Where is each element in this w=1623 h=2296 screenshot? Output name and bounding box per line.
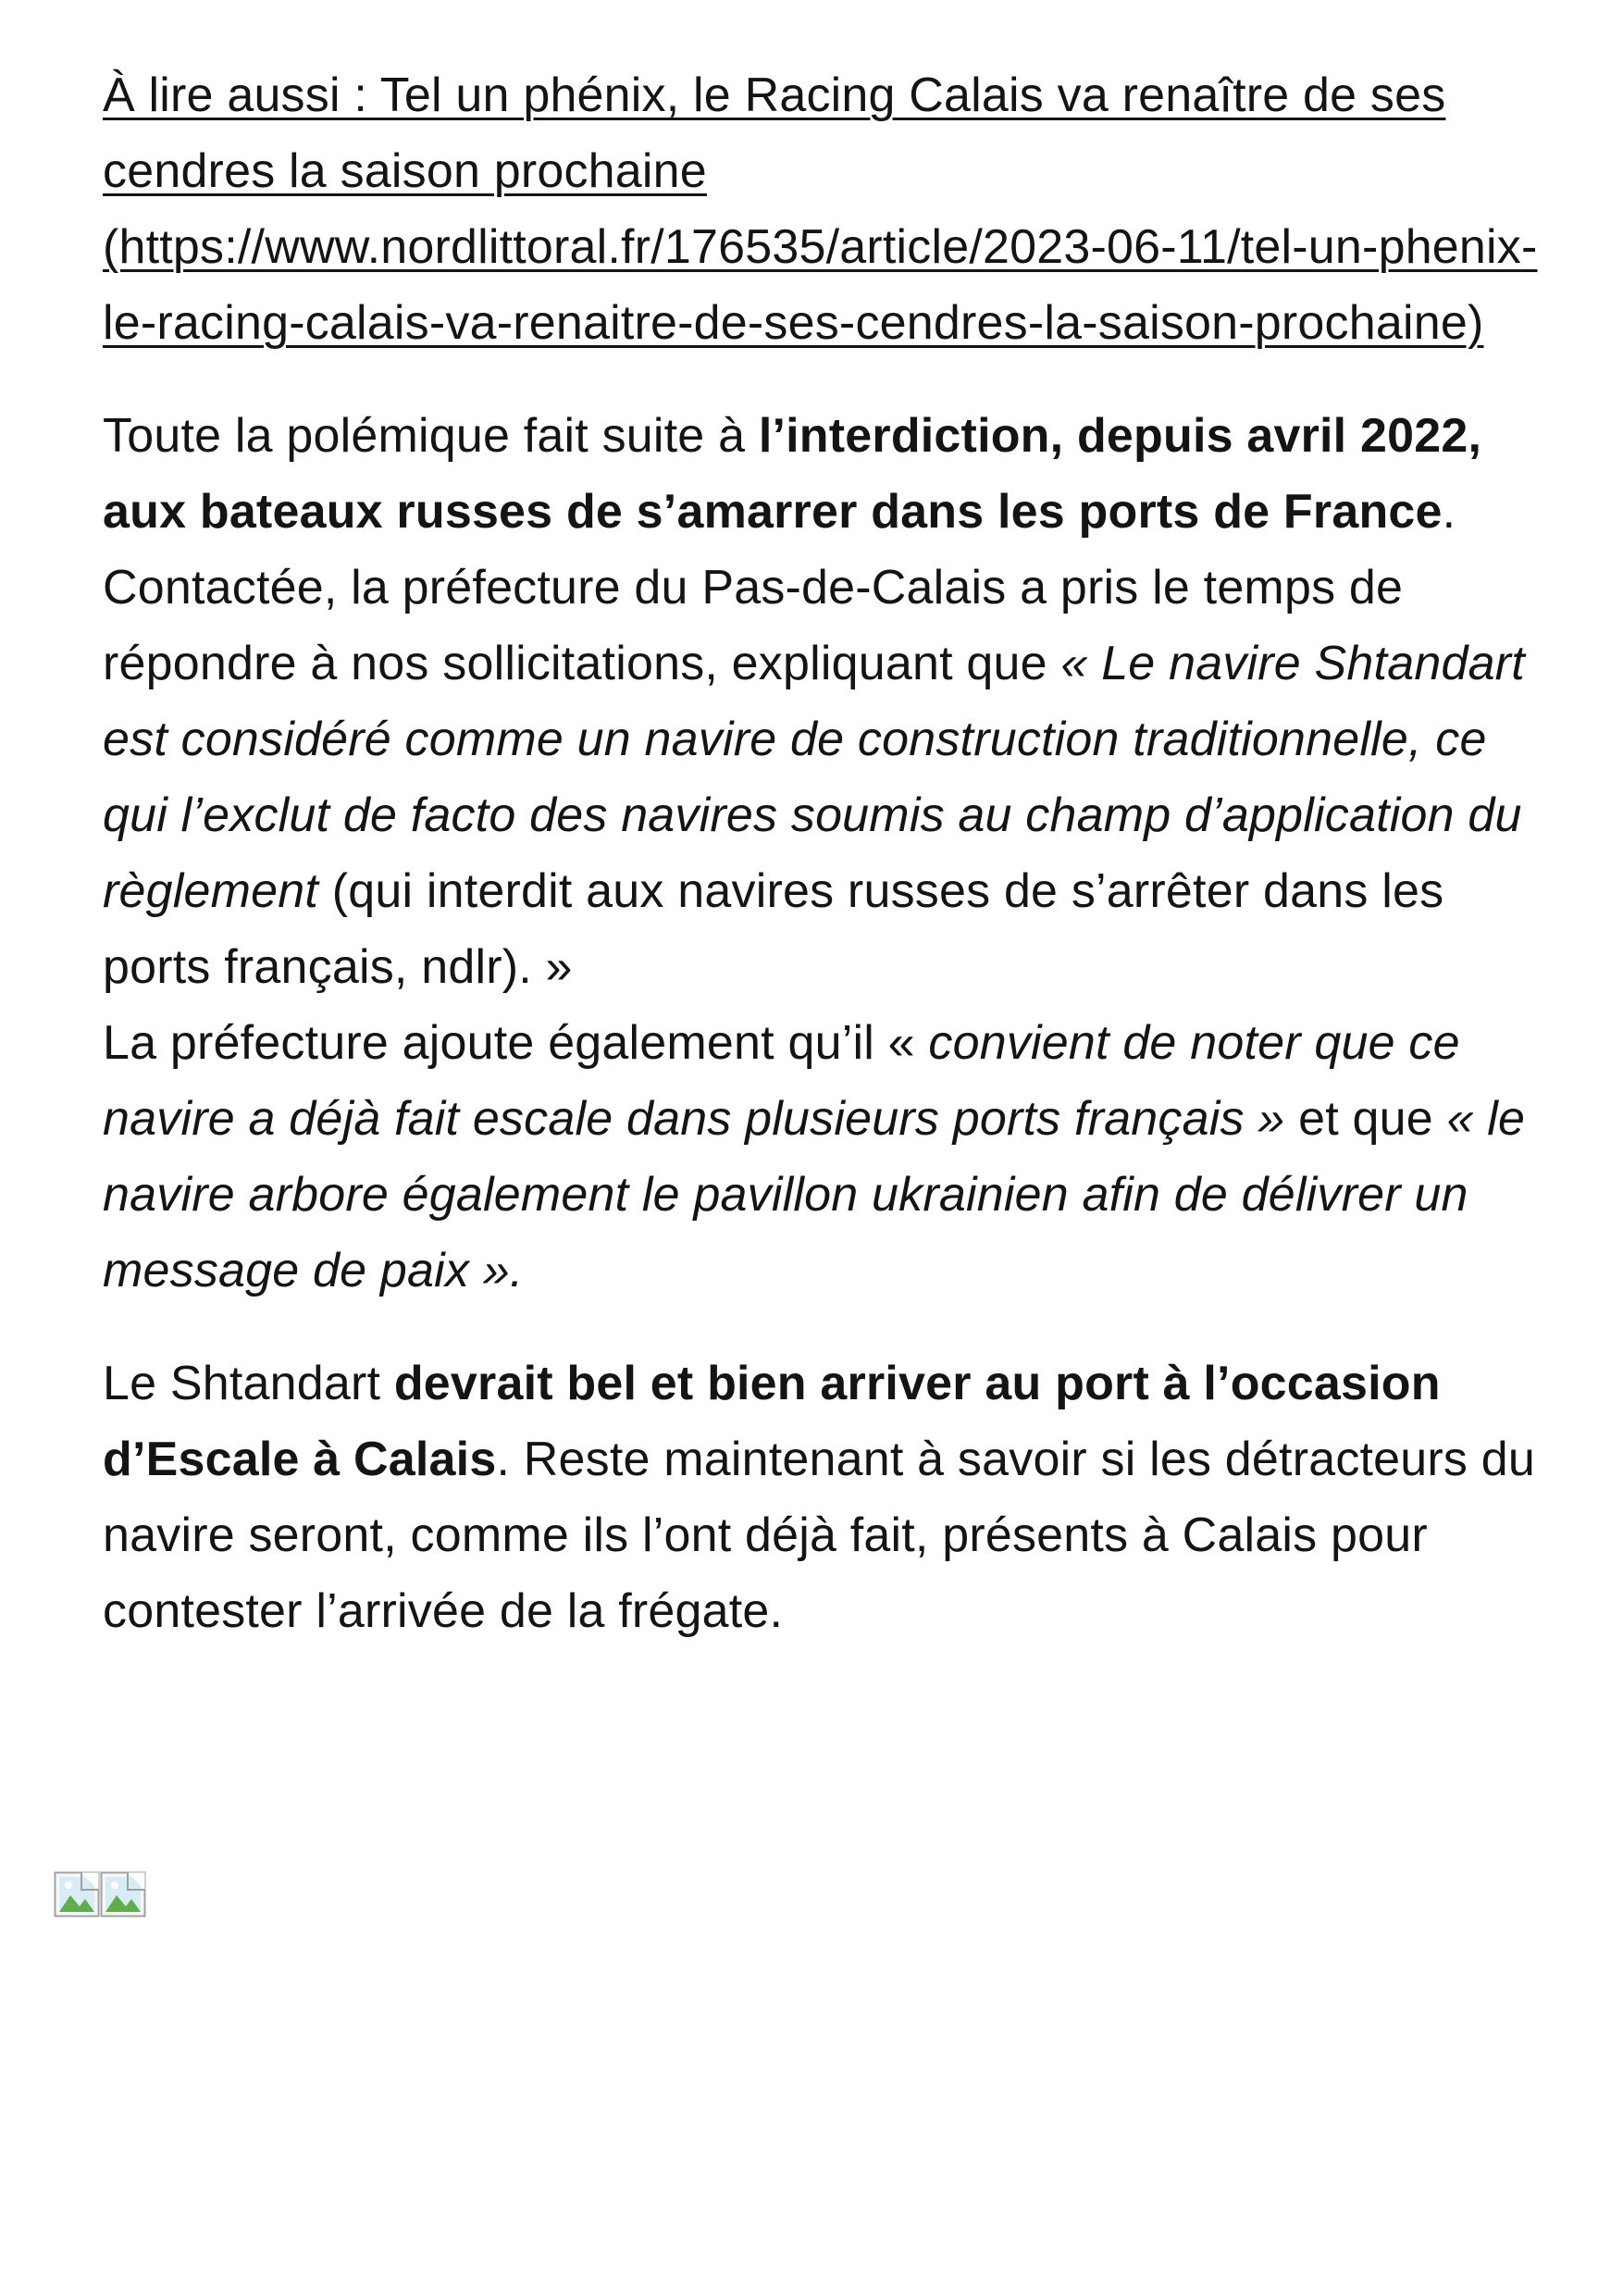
paragraph-1-text-3: (qui interdit aux navires russes de s’arrêter dans les ports français, ndlr). » [103,864,1444,994]
paragraph-3 [103,1346,1546,1649]
paragraph-2 [103,1005,1546,1309]
broken-image-icon [54,1871,100,1917]
related-article-url: (https://www.nordlittoral.fr/176535/article/2023-06-11/tel-un-phenix-le-racing-calais-va-renaitre-de-ses-cendres-la-saison-prochaine) [103,220,1538,350]
paragraph-1-bold-1: l’interdiction, depuis avril 2022, aux bateaux russes de s’amarrer dans les ports de France [103,409,1482,539]
paragraph-1-text-1: Toute la polémique fait suite à [103,409,759,463]
related-article-link[interactable] [103,68,1538,350]
paragraph-1 [103,398,1546,1005]
paragraph-1-italic-quote: « Le navire Shtandart est considéré comme un navire de construction traditionnelle, ce qui l’exclut de facto des navires soumis au champ d’application du règlement [103,637,1525,918]
paragraph-3-text-1: Le Shtandart [103,1357,394,1410]
paragraph-2-italic-1: convient de noter que ce navire a déjà fait escale dans plusieurs ports français » [103,1016,1460,1146]
paragraph-3-bold-1: devrait bel et bien arriver au port à l’occasion d’Escale à Calais [103,1357,1441,1486]
paragraph-2-italic-2: « le navire arbore également le pavillon ukrainien afin de délivrer un message de paix ». [103,1092,1526,1297]
paragraph-3-text-2: . Reste maintenant à savoir si les détracteurs du navire seront, comme ils l’ont déjà fait, présents à Calais pour contester l’arrivée de la frégate. [103,1433,1536,1638]
paragraph-2-text-2: et que [1284,1092,1447,1146]
image-row [54,1871,146,1917]
article-body [103,57,1546,1649]
paragraph-2-text-1: La préfecture ajoute également qu’il « [103,1016,929,1070]
related-article-title: À lire aussi : Tel un phénix, le Racing Calais va renaître de ses cendres la saison prochaine [103,68,1446,198]
related-article [103,57,1546,361]
paragraph-1-text-2: . Contactée, la préfecture du Pas-de-Calais a pris le temps de répondre à nos sollicitations, expliquant que [103,485,1456,690]
broken-image-icon [100,1871,146,1917]
